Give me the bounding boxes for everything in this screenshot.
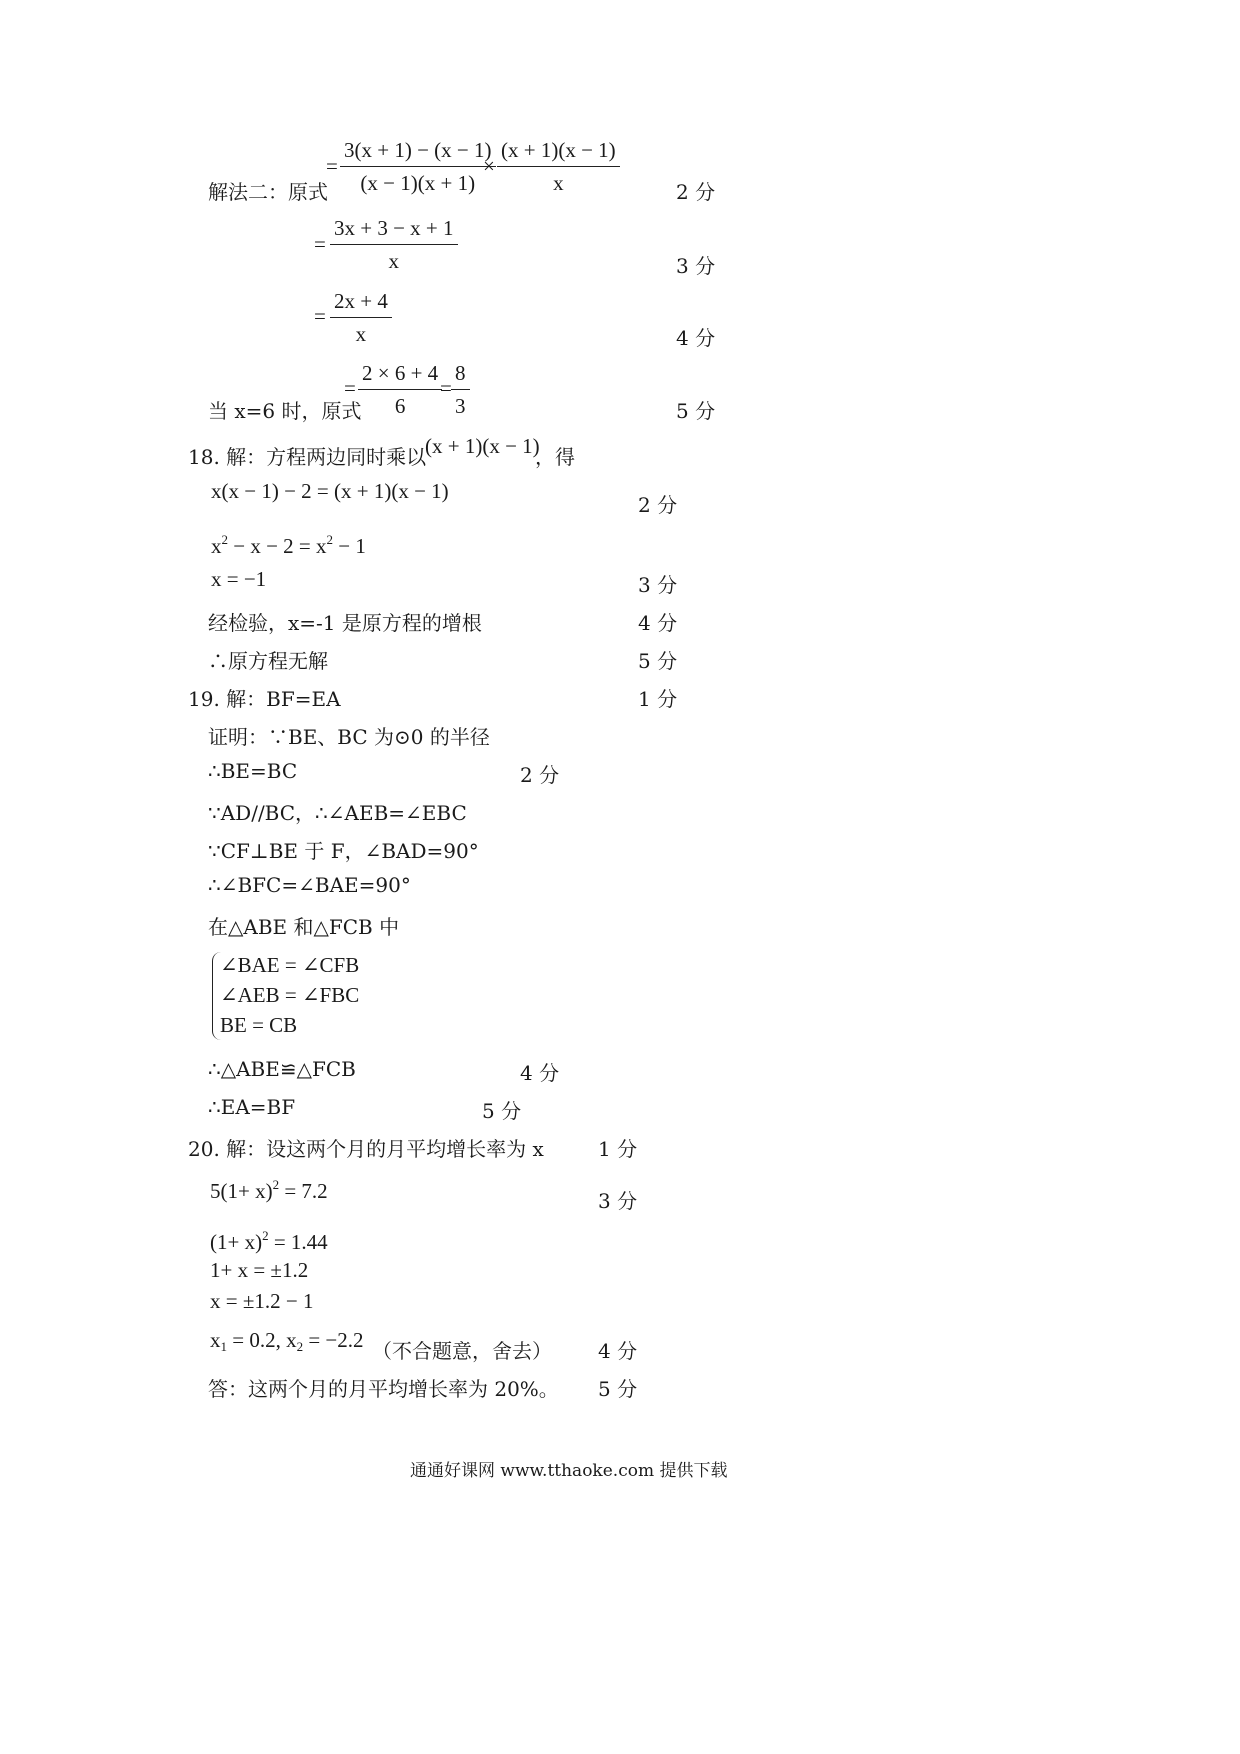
equation: 1+ x = ±1.2	[210, 1258, 309, 1282]
heading-tail: ，得	[535, 445, 575, 469]
text-line: ∵AD//BC，∴∠AEB=∠EBC	[208, 801, 467, 825]
denominator: x	[355, 322, 367, 346]
score-mark: 5 分	[482, 1099, 522, 1123]
equation: $x_1 = 0.2$, $x_2 = -2.2$	[210, 1328, 364, 1354]
text-line: 证明：∵BE、BC 为⊙0 的半径	[208, 725, 490, 749]
equals-sign: =	[314, 304, 326, 328]
fraction	[451, 361, 470, 419]
text-line: ∴EA=BF	[208, 1095, 296, 1119]
answer-line: 答：这两个月的月平均增长率为 20%。	[208, 1377, 559, 1401]
score-mark: 5 分	[638, 649, 678, 673]
fraction	[330, 289, 392, 347]
math-expression: (x + 1)(x − 1)	[425, 434, 540, 458]
denominator: (x − 1)(x + 1)	[360, 171, 476, 195]
score-mark: 5 分	[598, 1377, 638, 1401]
numerator: 3x + 3 − x + 1	[334, 216, 454, 240]
fraction	[330, 216, 458, 274]
denominator: x	[553, 171, 564, 195]
equation: $(1+ x)^2 = 1.44$	[210, 1228, 328, 1254]
text-line: ∴原方程无解	[208, 649, 328, 673]
equals-sign: =	[344, 376, 356, 400]
text-line: ∵CF⊥BE 于 F，∠BAD=90°	[208, 839, 479, 863]
fraction	[358, 361, 442, 419]
numerator: (x + 1)(x − 1)	[501, 138, 616, 162]
equals-sign: =	[440, 376, 452, 400]
system-equation: ∠AEB = ∠FBC	[220, 983, 360, 1007]
score-mark: 1 分	[638, 687, 678, 711]
score-mark: 3 分	[638, 573, 678, 597]
denominator: x	[388, 249, 400, 273]
times-sign: ×	[483, 154, 495, 178]
note: （不合题意，舍去）	[372, 1339, 552, 1363]
fraction	[497, 138, 620, 196]
score-mark: 2 分	[638, 493, 678, 517]
text-line: ∴∠BFC=∠BAE=90°	[208, 873, 411, 897]
fraction	[340, 138, 496, 196]
line-label: 当 x=6 时，原式	[208, 399, 362, 423]
footer-credit: 通通好课网 www.tthaoke.com 提供下载	[410, 1461, 728, 1481]
equation: x = −1	[211, 567, 267, 591]
numerator: 2 × 6 + 4	[362, 361, 439, 385]
score-mark: 3 分	[598, 1189, 638, 1213]
score-mark: 4 分	[676, 326, 716, 350]
score-mark: 5 分	[676, 399, 716, 423]
score-mark: 3 分	[676, 254, 716, 278]
problem-heading: 18. 解：方程两边同时乘以	[188, 445, 427, 469]
equation: $5(1+ x)^2 = 7.2$	[210, 1177, 328, 1203]
score-mark: 4 分	[638, 611, 678, 635]
score-mark: 2 分	[676, 180, 716, 204]
text-line: 经检验，x=-1 是原方程的增根	[208, 611, 482, 635]
equals-sign: =	[326, 154, 338, 178]
text-line: ∴BE=BC	[208, 759, 298, 783]
equals-sign: =	[314, 232, 326, 256]
numerator: 8	[455, 361, 466, 385]
numerator: 3(x + 1) − (x − 1)	[344, 138, 492, 162]
equation: x = ±1.2 − 1	[210, 1289, 314, 1313]
denominator: 6	[394, 394, 406, 418]
numerator: 2x + 4	[334, 289, 388, 313]
system-equation: ∠BAE = ∠CFB	[220, 953, 360, 977]
score-mark: 4 分	[520, 1061, 560, 1085]
score-mark: 4 分	[598, 1339, 638, 1363]
text-line: 在△ABE 和△FCB 中	[208, 915, 400, 939]
problem-heading: 20. 解：设这两个月的月平均增长率为 x	[188, 1137, 544, 1161]
system-equation: BE = CB	[220, 1013, 298, 1037]
text-line: ∴△ABE≌△FCB	[208, 1057, 356, 1081]
score-mark: 2 分	[520, 763, 560, 787]
equation: x(x − 1) − 2 = (x + 1)(x − 1)	[211, 479, 449, 503]
line-label: 解法二：原式	[208, 180, 328, 204]
problem-heading: 19. 解：BF=EA	[188, 687, 341, 711]
equation: $x^2 - x - 2 = x^2 - 1$	[211, 532, 366, 558]
denominator: 3	[455, 394, 466, 418]
score-mark: 1 分	[598, 1137, 638, 1161]
